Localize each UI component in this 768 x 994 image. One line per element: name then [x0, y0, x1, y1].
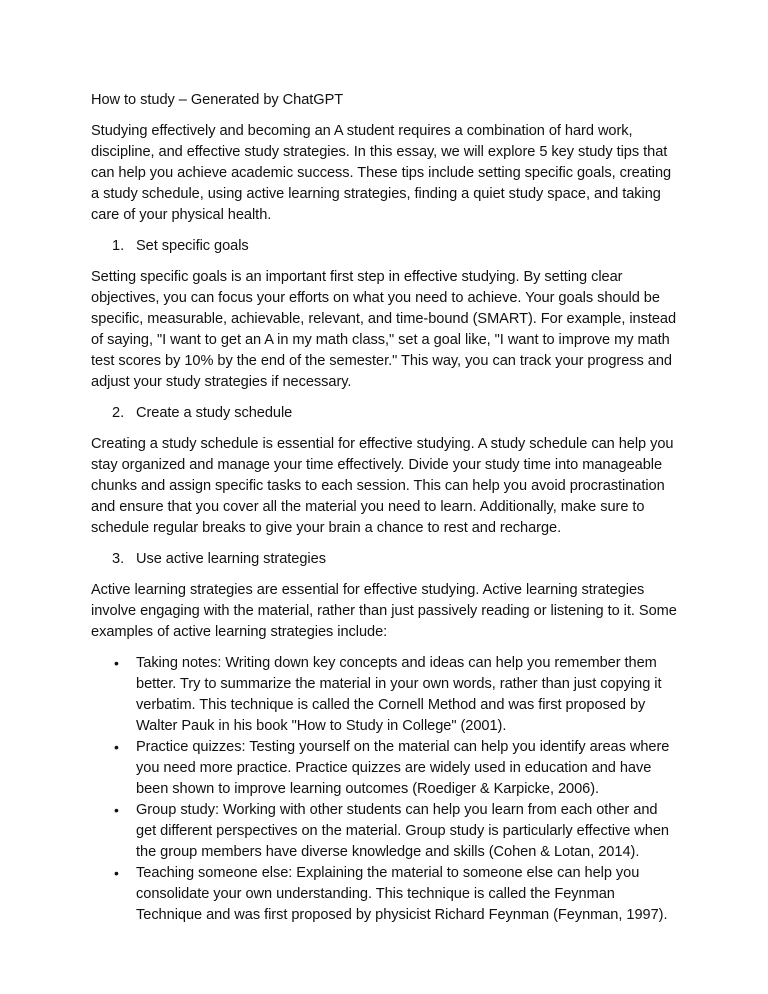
intro-paragraph: Studying effectively and becoming an A student requires a combination of hard work, discipline, and effective study strategies. In this essay, we will explore 5 key study tips that can help you achieve academic success. These tips include setting specific goals, creating a study schedule, using active learning strategies, finding a quiet study space, and taking care of your physical health.	[91, 123, 672, 223]
section-heading-1	[91, 236, 678, 257]
section-heading-3	[91, 549, 678, 570]
section-heading-2	[91, 403, 678, 424]
bullet-icon: •	[114, 802, 119, 818]
section-number: 3.	[112, 551, 125, 567]
list-item	[91, 863, 678, 926]
section-heading-text: Create a study schedule	[136, 405, 293, 421]
section-body-1: Setting specific goals is an important first step in effective studying. By setting clear objectives, you can focus your efforts on what you need to achieve. Your goals should be specific, measurable, achievable, relevant, and time-bound (SMART). For example, instead of saying, "I want to get an A in my math class," set a goal like, "I want to improve my math test scores by 10% by the end of the semester." This way, you can track your progress and adjust your study strategies if necessary.	[91, 269, 677, 390]
section-number: 2.	[112, 405, 125, 421]
bullet-icon: •	[114, 655, 119, 671]
section-body-3: Active learning strategies are essential for effective studying. Active learning strategies involve engaging with the material, rather than just passively reading or listening to it. Some examples of active learning strategies include:	[91, 582, 677, 640]
bullet-icon: •	[114, 865, 119, 881]
list-item-text: Teaching someone else: Explaining the material to someone else can help you consolidate your own understanding. This technique is called the Feynman Technique and was first proposed by physicist Richard Feynman (Feynman, 1997).	[136, 865, 668, 923]
list-item-text: Practice quizzes: Testing yourself on the material can help you identify areas where you need more practice. Practice quizzes are widely used in education and have been shown to improve learning outcomes (Roediger & Karpicke, 2006).	[136, 739, 670, 797]
bullet-icon: •	[114, 739, 119, 755]
list-item	[91, 653, 678, 737]
section-heading-text: Use active learning strategies	[136, 551, 326, 567]
list-item-text: Group study: Working with other students can help you learn from each other and get different perspectives on the material. Group study is particularly effective when the group members have diverse knowledge and skills (Cohen & Lotan, 2014).	[136, 802, 669, 860]
list-item	[91, 737, 678, 800]
section-body-2: Creating a study schedule is essential for effective studying. A study schedule can help you stay organized and manage your time effectively. Divide your study time into manageable chunks and assign specific tasks to each session. This can help you avoid procrastination and ensure that you cover all the material you need to learn. Additionally, make sure to schedule regular breaks to give your brain a chance to rest and recharge.	[91, 436, 674, 536]
bullet-list	[91, 653, 678, 926]
document-title: How to study – Generated by ChatGPT	[91, 92, 344, 108]
section-heading-text: Set specific goals	[136, 238, 249, 254]
section-number: 1.	[112, 238, 125, 254]
list-item	[91, 800, 678, 863]
list-item-text: Taking notes: Writing down key concepts and ideas can help you remember them better. Try to summarize the material in your own words, rather than just copying it verbatim. This technique is called the Cornell Method and was first proposed by Walter Pauk in his book "How to Study in College" (2001).	[136, 655, 662, 734]
